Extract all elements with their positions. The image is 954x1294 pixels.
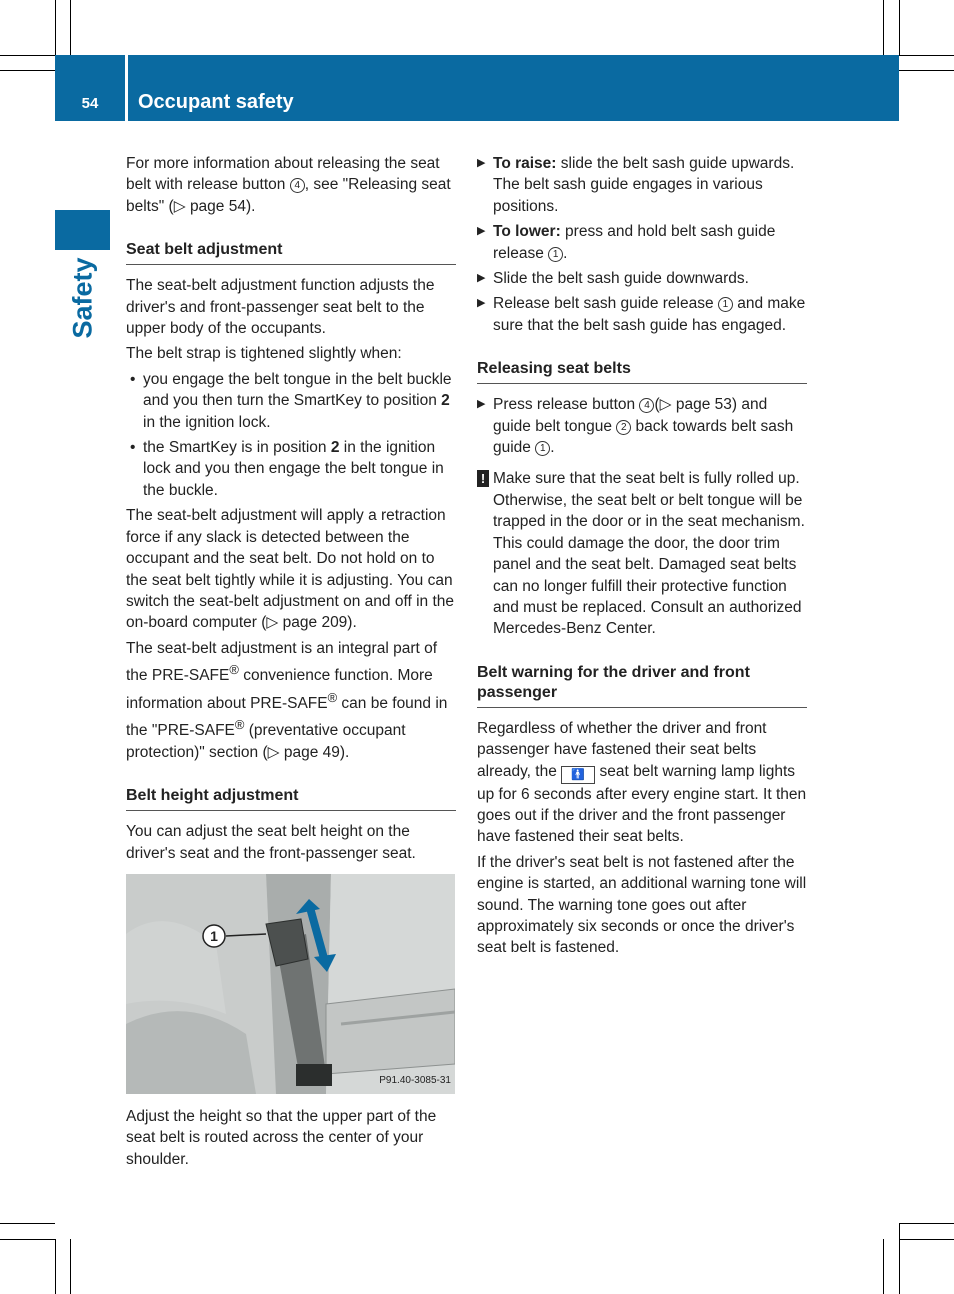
paragraph: If the driver's seat belt is not fastened after the engine is started, an additional warning tone will sound. The warning tone goes out after approximately six seconds or once the driver's seat belt is fastened.	[477, 853, 807, 957]
callout-2: 2	[616, 420, 631, 435]
crop-mark	[899, 70, 954, 71]
bullet-item: • you engage the belt tongue in the belt buckle and you then turn the SmartKey to position 2 in the ignition lock.	[126, 369, 456, 433]
belt-height-figure	[126, 874, 455, 1094]
crop-mark	[899, 1239, 954, 1240]
warning-icon: !	[477, 470, 489, 487]
right-column	[477, 153, 807, 963]
callout-1: 1	[535, 441, 550, 456]
callout-1: 1	[548, 247, 563, 262]
figure-callout-1: 1	[210, 928, 218, 945]
crop-mark	[70, 1239, 71, 1294]
arrow-right-icon: ▶	[477, 398, 486, 411]
arrow-right-icon: ▶	[477, 157, 486, 169]
section-title: Occupant safety	[138, 91, 294, 113]
paragraph: The seat-belt adjustment function adjusts the driver's and front-passenger seat belt to the upper body of the occupants.	[126, 277, 435, 338]
seat-belt-warning-lamp-icon: 🚹	[561, 766, 595, 784]
arrow-right-icon: ▶	[477, 225, 486, 238]
figure-code: P91.40-3085-31	[379, 1074, 451, 1086]
crop-mark	[899, 1223, 954, 1224]
crop-mark	[55, 0, 56, 55]
crop-mark	[883, 0, 884, 55]
crop-mark	[899, 55, 954, 56]
step-item: ▶ Release belt sash guide release 1 and make sure that the belt sash guide has engaged.	[477, 295, 806, 334]
step-item: ▶ To raise: slide the belt sash guide upwards. The belt sash guide engages in various positions.	[477, 155, 795, 215]
heading-releasing-seat-belts: Releasing seat belts	[477, 359, 807, 384]
paragraph: Regardless of whether the driver and front passenger have fastened their seat belts already, the 🚹 seat belt warning lamp lights up for 6 seconds after every engine start. It then goes out if the driver and the front passenger have fastened their seat belts.	[477, 719, 807, 846]
heading-seat-belt-adjustment: Seat belt adjustment	[126, 240, 456, 265]
arrow-right-icon: ▶	[477, 297, 486, 310]
step-item: ▶ Slide the belt sash guide downwards.	[477, 270, 749, 288]
crop-mark	[883, 1239, 884, 1294]
callout-1: 1	[718, 297, 733, 312]
belt-illustration	[126, 874, 455, 1094]
page-header	[55, 55, 899, 121]
arrow-right-icon: ▶	[477, 272, 486, 285]
paragraph: Adjust the height so that the upper part of the seat belt is routed across the center of your shoulder.	[126, 1108, 437, 1168]
paragraph: You can adjust the seat belt height on the driver's seat and the front-passenger seat.	[126, 823, 416, 862]
bullet-item: • the SmartKey is in position 2 in the ignition lock and you then engage the belt tongue in the buckle.	[126, 437, 456, 501]
step-item: ▶ To lower: press and hold belt sash guide release 1 .	[477, 223, 776, 262]
crop-mark	[0, 1239, 55, 1240]
header-divider	[125, 55, 128, 121]
step-item: ▶ Press release button 4 (▷ page 53) and guide belt tongue 2 back towards belt sash guide 1 .	[477, 396, 794, 457]
crop-mark	[55, 1239, 56, 1294]
heading-belt-warning: Belt warning for the driver and front passenger	[477, 663, 807, 708]
paragraph: The seat-belt adjustment will apply a retraction force if any slack is detected between the occupant and the seat belt. Do not hold on to the seat belt tightly while it is adjusting. You can switch the seat-belt adjustment on and off in the on-board computer (▷ page 209).	[126, 507, 454, 632]
crop-mark	[899, 0, 900, 55]
crop-mark	[899, 1223, 900, 1294]
side-chapter-label: Safety	[67, 257, 98, 339]
crop-mark	[0, 55, 55, 56]
warning-note: ! Make sure that the seat belt is fully rolled up. Otherwise, the seat belt or belt tongue will be trapped in the door or in the seat mechanism. This could damage the door, the door trim panel and the seat belt. Damaged seat belts can no longer fulfill their protective function and must be replaced. Consult an authorized Mercedes-Benz Center.	[477, 468, 807, 639]
left-column	[126, 153, 456, 1174]
side-tab-marker	[55, 210, 110, 250]
heading-belt-height-adjustment: Belt height adjustment	[126, 786, 456, 811]
callout-4: 4	[290, 178, 305, 193]
paragraph: The belt strap is tightened slightly when:	[126, 345, 402, 363]
callout-4: 4	[639, 398, 654, 413]
crop-mark	[0, 1223, 55, 1224]
paragraph: The seat-belt adjustment is an integral part of the PRE-SAFE® convenience function. More information about PRE-SAFE® can be found in the "PRE-SAFE® (preventative occupant protection)" section (▷ page 49).	[126, 639, 448, 761]
crop-mark	[70, 0, 71, 55]
intro-paragraph: For more information about releasing the seat belt with release button 4 , see "Releasing seat belts" (▷ page 54).	[126, 155, 451, 215]
page-number: 54	[81, 95, 99, 112]
crop-mark	[0, 70, 55, 71]
